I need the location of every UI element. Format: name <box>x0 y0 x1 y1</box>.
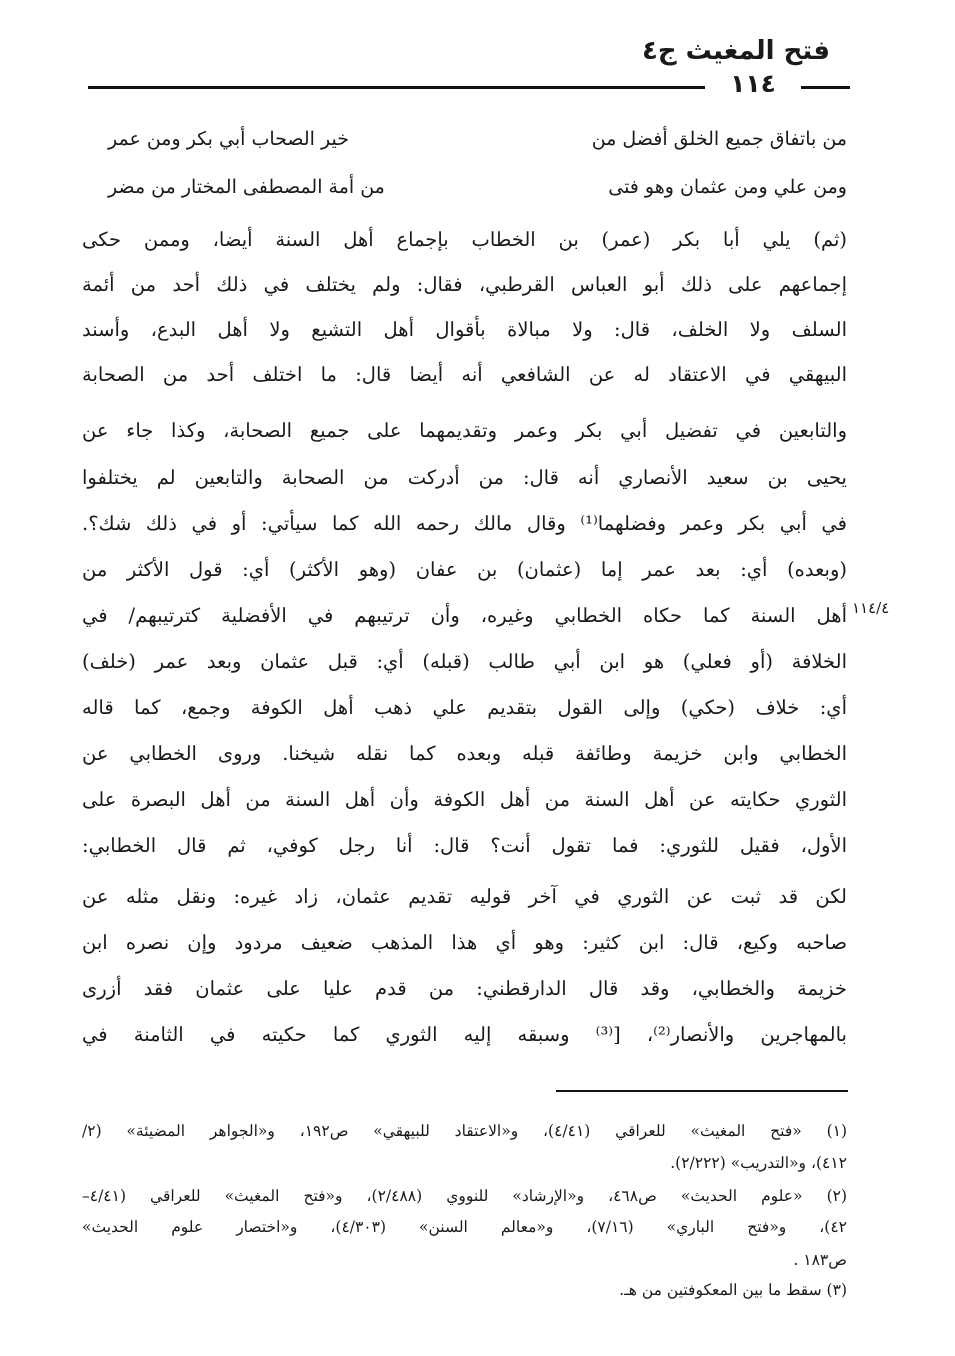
body-line: إجماعهم على ذلك أبو العباس القرطبي، فقال: ولم يختلف في ذلك أحد من أئمة <box>82 273 847 296</box>
verse-second-hemistich: من أمة المصطفى المختار من مضر <box>108 176 385 198</box>
body-line: أي: خلاف (حكي) وإلى القول بتقديم علي ذهب أهل الكوفة وجمع، كما قاله <box>82 696 847 719</box>
body-line: البيهقي في الاعتقاد له عن الشافعي أنه أيضا قال: ما اختلف أحد من الصحابة <box>82 363 847 386</box>
verse-line <box>82 172 847 202</box>
verse-first-hemistich: ومن علي ومن عثمان وهو فتى <box>608 176 847 198</box>
body-line: السلف ولا الخلف، قال: ولا مبالاة بأقوال أهل التشيع ولا أهل البدع، وأسند <box>82 318 847 341</box>
footnote-line: (١) «فتح المغيث» للعراقي (٤/٤١)، و«الاعتقاد للبيهقي» ص١٩٢، و«الجواهر المضيئة» (٢/ <box>82 1122 847 1140</box>
footnote-line: ٤١٢)، و«التدريب» (٢/٢٢٢). <box>670 1154 847 1172</box>
body-line: الخلافة (أو فعلي) هو ابن أبي طالب (قبله) أي: قبل عثمان وبعد عمر (خلف) <box>82 650 847 673</box>
footnote-line: ٤٢)، و«فتح الباري» (٧/١٦)، و«معالم السنن» (٤/٣٠٣)، و«اختصار علوم الحديث» <box>82 1218 847 1236</box>
body-line: خزيمة والخطابي، وقد قال الدارقطني: من قدم عليا على عثمان فقد أزرى <box>82 977 847 1000</box>
page-number: ١١٤ <box>705 66 801 102</box>
verse-line <box>82 124 847 154</box>
body-line: لكن قد ثبت عن الثوري في آخر قوليه تقديم عثمان، زاد غيره: ونقل مثله عن <box>82 885 847 908</box>
body-line: الخطابي وابن خزيمة وطائفة قبله وبعده كما نقله شيخنا. وروى الخطابي عن <box>82 742 847 765</box>
body-line: والتابعين في تفضيل أبي بكر وعمر وتقديمهما على جميع الصحابة، وكذا جاء عن <box>82 419 847 442</box>
body-line: بالمهاجرين والأنصار⁽²⁾، [⁽³⁾ وسبقه إليه الثوري كما حكيته في الثامنة في <box>82 1023 847 1046</box>
margin-page-reference: ١١٤/٤ <box>852 599 890 617</box>
body-line: صاحبه وكيع، قال: ابن كثير: وهو أي هذا المذهب ضعيف مردود وإن نصره ابن <box>82 931 847 954</box>
body-line: الثوري حكايته عن أهل السنة من أهل الكوفة وأن أهل السنة من أهل البصرة على <box>82 788 847 811</box>
footnote-line: (٣) سقط ما بين المعكوفتين من هـ. <box>619 1281 847 1299</box>
body-line: (وبعده) أي: بعد عمر إما (عثمان) بن عفان (وهو الأكثر) أي: قول الأكثر من <box>82 558 847 581</box>
body-line: أهل السنة كما حكاه الخطابي وغيره، وأن ترتيبهم في الأفضلية كترتيبهم/ في <box>82 604 847 627</box>
body-line: (ثم) يلي أبا بكر (عمر) بن الخطاب بإجماع أهل السنة أيضا، وممن حكى <box>82 228 847 251</box>
body-line: الأول، فقيل للثوري: فما تقول أنت؟ قال: أنا رجل كوفي، ثم قال الخطابي: <box>82 834 847 857</box>
footnote-line: ص١٨٣ . <box>793 1251 847 1269</box>
footnote-line: (٢) «علوم الحديث» ص٤٦٨، و«الإرشاد» للنووي (٢/٤٨٨)، و«فتح المغيث» للعراقي (٤/٤١– <box>82 1187 847 1205</box>
verse-second-hemistich: خير الصحاب أبي بكر ومن عمر <box>108 128 349 150</box>
body-line: في أبي بكر وعمر وفضلهما⁽¹⁾ وقال مالك رحمه الله كما سيأتي: أو في ذلك شك؟. <box>82 512 847 535</box>
footnote-separator <box>556 1090 848 1092</box>
body-line: يحيى بن سعيد الأنصاري أنه قال: من أدركت من الصحابة والتابعين لم يختلفوا <box>82 466 847 489</box>
running-header-title: فتح المغيث ج٤ <box>641 36 830 66</box>
verse-first-hemistich: من باتفاق جميع الخلق أفضل من <box>591 128 847 150</box>
